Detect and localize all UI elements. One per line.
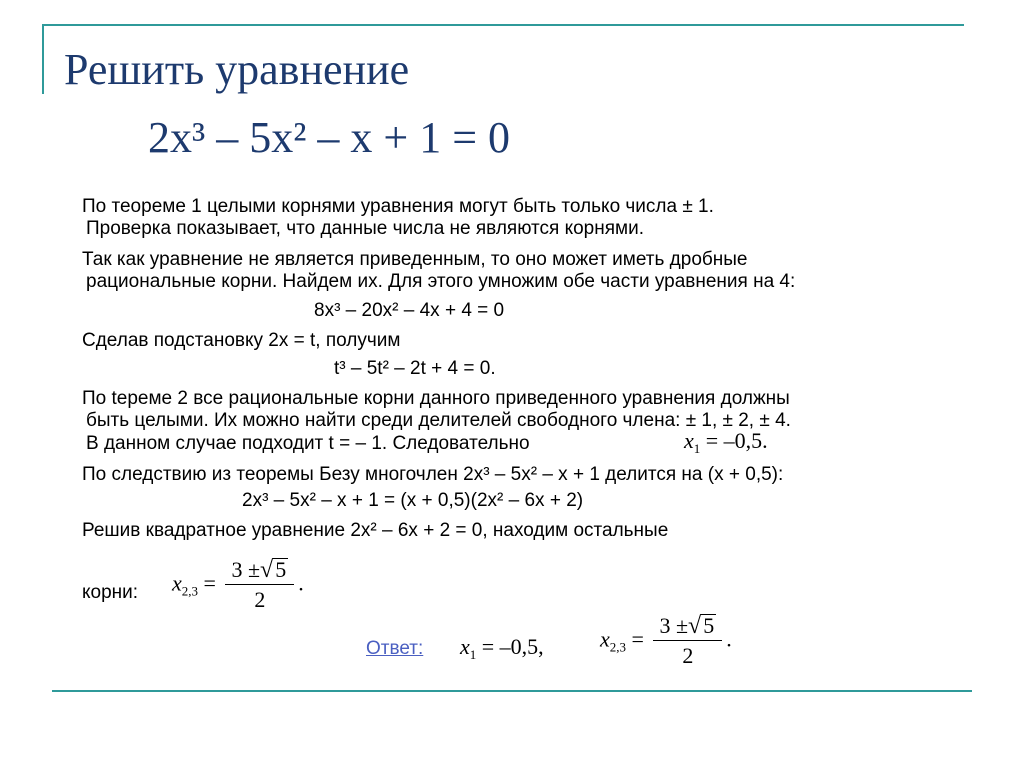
roots-formula: $x_{2,3}$ = $\frac{3 \pm√5}{2}$ . bbox=[172, 557, 304, 612]
text-line-7: t³ – 5t² – 2t + 4 = 0. bbox=[334, 358, 496, 379]
text-line-2: Проверка показывает, что данные числа не являются корнями. bbox=[86, 218, 644, 239]
text-line-9: быть целыми. Их можно найти среди делителей свободного члена: ± 1, ± 2, ± 4. bbox=[86, 410, 791, 431]
frame-bottom-line bbox=[52, 690, 972, 692]
text-line-14: корни: bbox=[82, 582, 139, 603]
text-line-13: Решив квадратное уравнение 2x² – 6x + 2 = 0, находим остальные bbox=[82, 520, 669, 541]
answer-label: Ответ: bbox=[366, 638, 424, 659]
text-line-3: Так как уравнение не является приведенным, то оно может иметь дробные bbox=[82, 249, 748, 270]
answer-x23: $x_{2,3}$ = $\frac{3 \pm√5}{2}$ . bbox=[600, 613, 732, 668]
slide-title: Решить уравнение bbox=[64, 45, 410, 94]
text-line-1: По теореме 1 целыми корнями уравнения могут быть только числа ± 1. bbox=[82, 196, 714, 217]
text-line-11: По следствию из теоремы Безу многочлен 2x³ – 5x² – x + 1 делится на (x + 0,5): bbox=[82, 464, 784, 485]
text-line-4: рациональные корни. Найдем их. Для этого умножим обе части уравнения на 4: bbox=[86, 271, 796, 292]
text-line-10: В данном случае подходит t = – 1. Следовательно bbox=[86, 433, 530, 454]
text-line-8: По tереме 2 все рациональные корни данного приведенного уравнения должны bbox=[82, 388, 790, 409]
answer-x1: $x_1 = -0,5$, bbox=[460, 634, 544, 662]
title-equation: 2x³ – 5x² – x + 1 = 0 bbox=[148, 113, 511, 162]
text-line-5: 8x³ – 20x² – 4x + 4 = 0 bbox=[314, 300, 505, 321]
x1-result: $x_1 = -0,5$. bbox=[684, 428, 768, 456]
frame-left-line bbox=[42, 24, 44, 94]
frame-top-line bbox=[42, 24, 964, 26]
text-line-6: Сделав подстановку 2x = t, получим bbox=[82, 330, 401, 351]
text-line-12: 2x³ – 5x² – x + 1 = (x + 0,5)(2x² – 6x + 2) bbox=[242, 490, 584, 511]
